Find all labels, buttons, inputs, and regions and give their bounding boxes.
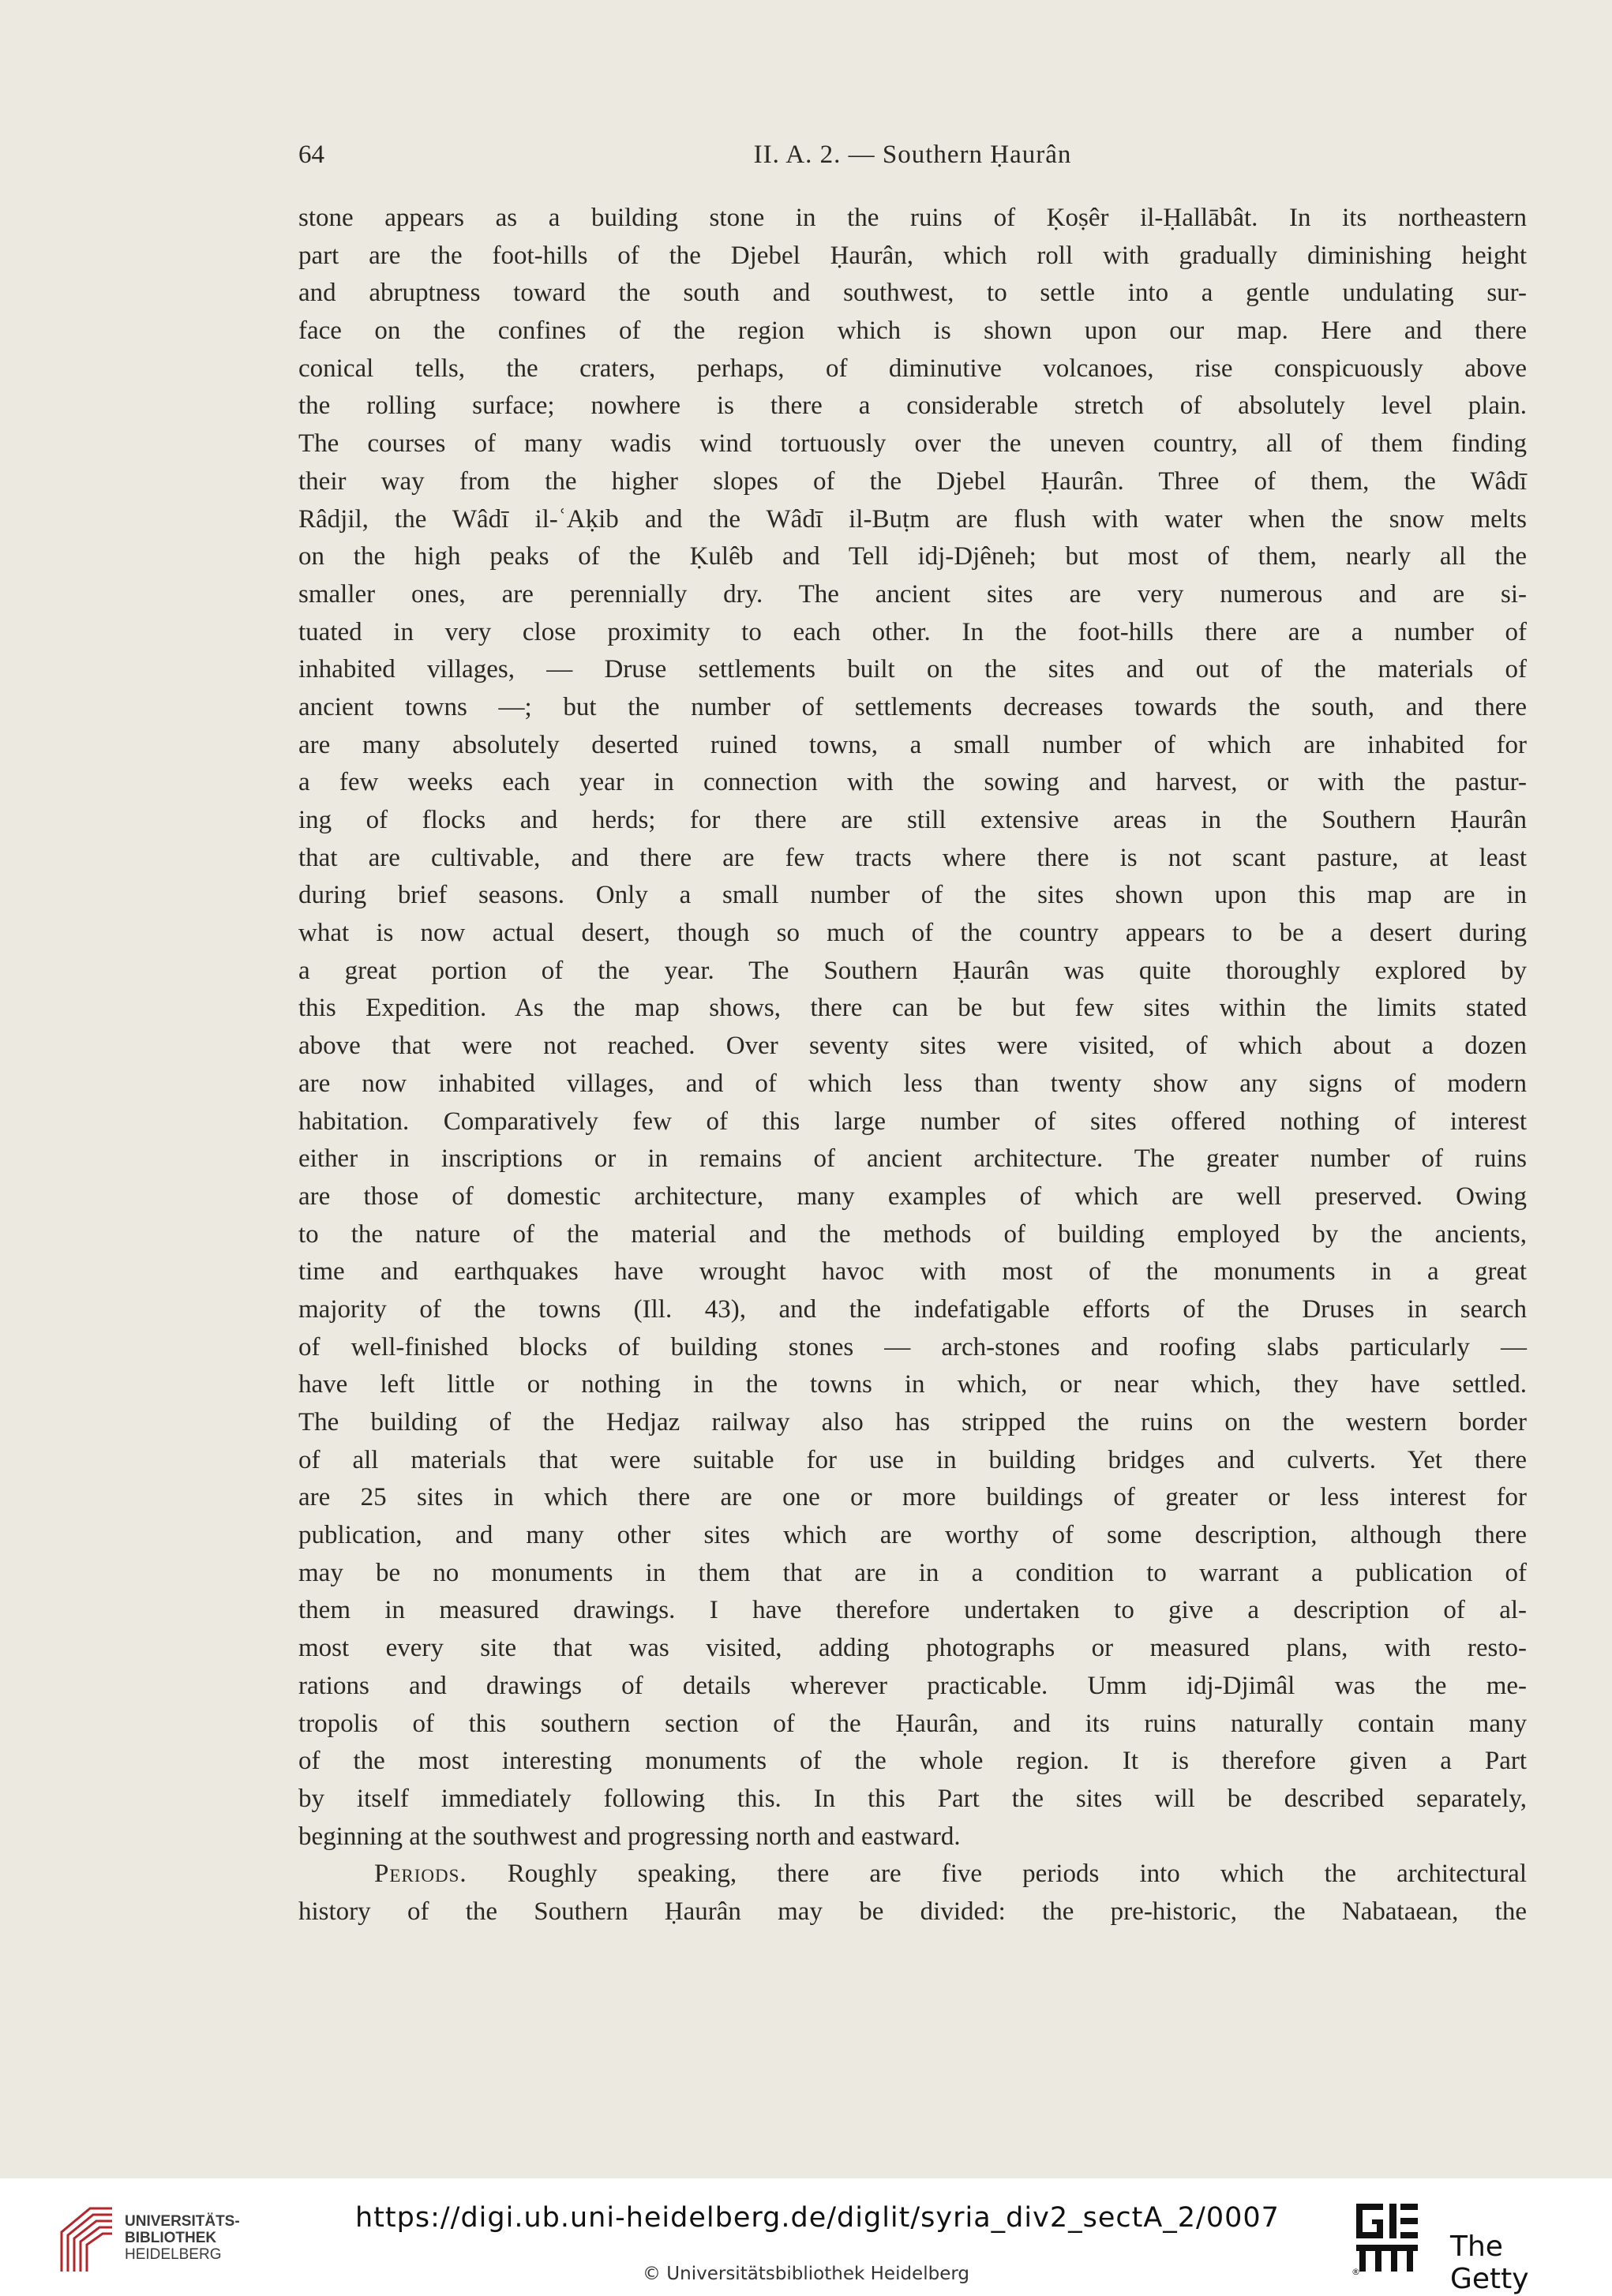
text-line: during brief seasons. Only a small number of the sites shown upon this map are in: [298, 881, 1527, 910]
text-line: their way from the higher slopes of the Djebel Ḥaurân. Three of them, the Wâdī: [298, 466, 1527, 496]
text-line: a few weeks each year in connection with the sowing and harvest, or with the pastur-: [298, 768, 1527, 797]
text-line: most every site that was visited, adding photographs or measured plans, with resto-: [298, 1634, 1527, 1663]
text-line: rations and drawings of details wherever practicable. Umm idj-Djimâl was the me-: [298, 1671, 1527, 1700]
text-line: that are cultivable, and there are few tracts where there is not scant pasture, at least: [298, 843, 1527, 872]
text-line: inhabited villages, — Druse settlements built on the sites and out of the materials of: [298, 655, 1527, 684]
section-heading-periods: Periods.: [374, 1860, 467, 1889]
text-line: majority of the towns (Ill. 43), and the indefatigable efforts of the Druses in search: [298, 1294, 1527, 1324]
library-name-line: HEIDELBERG: [125, 2246, 222, 2263]
text-line: are many absolutely deserted ruined towns, a small number of which are inhabited for: [298, 730, 1527, 759]
text-line: stone appears as a building stone in the ruins of Ḳoṣêr il-Ḥallābât. In its northeastern: [298, 204, 1527, 232]
library-name: [125, 2213, 240, 2263]
footer-bar: [0, 2178, 1612, 2296]
text-line: the rolling surface; nowhere is there a considerable stretch of absolutely level plain.: [298, 391, 1527, 421]
text-line: habitation. Comparatively few of this large number of sites offered nothing of interest: [298, 1107, 1527, 1136]
text-line: The building of the Hedjaz railway also has stripped the ruins on the western border: [298, 1408, 1527, 1436]
text-line-content: Roughly speaking, there are five periods into which the architectural: [507, 1860, 1528, 1889]
text-line: ancient towns —; but the number of settlements decreases towards the south, and there: [298, 692, 1527, 721]
text-line: are 25 sites in which there are one or more buildings of greater or less interest for: [298, 1483, 1527, 1512]
text-line: tuated in very close proximity to each other. In the foot-hills there are a number of: [298, 617, 1527, 646]
getty-label: The Getty: [1450, 2230, 1529, 2295]
text-line: may be no monuments in them that are in a condition to warrant a publication of: [298, 1558, 1527, 1587]
text-line: a great portion of the year. The Southern Ḥaurân was quite thoroughly explored by: [298, 956, 1527, 985]
text-line: either in inscriptions or in remains of ancient architecture. The greater number of ruins: [298, 1144, 1527, 1174]
text-line: Râdjil, the Wâdī il-ʿAḳib and the Wâdī il-Buṭm are flush with water when the snow melts: [298, 504, 1527, 534]
text-line: time and earthquakes have wrought havoc with most of the monuments in a great: [298, 1257, 1527, 1287]
text-line: of the most interesting monuments of the whole region. It is therefore given a Part: [298, 1747, 1527, 1776]
text-line: to the nature of the material and the methods of building employed by the ancients,: [298, 1219, 1527, 1249]
text-line: tropolis of this southern section of the Ḥaurân, and its ruins naturally contain many: [298, 1709, 1527, 1738]
text-line: of all materials that were suitable for use in building bridges and culverts. Yet there: [298, 1445, 1527, 1474]
text-line: ing of flocks and herds; for there are still extensive areas in the Southern Ḥaurân: [298, 806, 1527, 834]
text-line: smaller ones, are perennially dry. The ancient sites are very numerous and are si-: [298, 579, 1527, 609]
getty-emblem-icon: [1351, 2200, 1423, 2275]
library-name-line: UNIVERSITÄTS-: [125, 2213, 240, 2230]
text-line: [298, 1856, 1527, 1893]
text-line: publication, and many other sites which are worthy of some description, although there: [298, 1521, 1527, 1550]
text-line: what is now actual desert, though so much of the country appears to be a desert during: [298, 919, 1527, 948]
text-line: are those of domestic architecture, many examples of which are well preserved. Owing: [298, 1182, 1527, 1211]
text-line: of well-finished blocks of building stones — arch-stones and roofing slabs particularly —: [298, 1332, 1527, 1361]
text-line: part are the foot-hills of the Djebel Ḥaurân, which roll with gradually diminishing height: [298, 241, 1527, 270]
text-line: this Expedition. As the map shows, there can be but few sites within the limits stated: [298, 994, 1527, 1023]
text-line: The courses of many wadis wind tortuously over the uneven country, all of them finding: [298, 429, 1527, 459]
running-header: [298, 140, 1527, 180]
text-line: have left little or nothing in the towns in which, or near which, they have settled.: [298, 1370, 1527, 1399]
permalink-url[interactable]: https://digi.ub.uni-heidelberg.de/diglit/syria_div2_sectA_2/0007: [355, 2202, 1280, 2234]
page-number: 64: [298, 140, 324, 169]
text-line: history of the Southern Ḥaurân may be divided: the pre-historic, the Nabataean, the: [298, 1897, 1527, 1926]
getty-logo[interactable]: [1351, 2200, 1588, 2295]
text-line: beginning at the southwest and progressing north and eastward.: [298, 1822, 961, 1851]
text-line: above that were not reached. Over seventy sites were visited, of which about a dozen: [298, 1032, 1527, 1061]
body-text: [298, 200, 1527, 1931]
text-line: by itself immediately following this. In this Part the sites will be described separately,: [298, 1784, 1527, 1813]
copyright-notice: © Universitätsbibliothek Heidelberg: [642, 2264, 969, 2284]
text-line: are now inhabited villages, and of which less than twenty show any signs of modern: [298, 1069, 1527, 1098]
text-line: face on the confines of the region which is shown upon our map. Here and there: [298, 316, 1527, 346]
library-name-line: BIBLIOTHEK: [125, 2230, 217, 2246]
text-line: conical tells, the craters, perhaps, of diminutive volcanoes, rise conspicuously above: [298, 354, 1527, 383]
running-title: II. A. 2. — Southern Ḥaurân: [753, 140, 1072, 169]
text-line: and abruptness toward the south and southwest, to settle into a gentle undulating sur-: [298, 279, 1527, 308]
text-line: them in measured drawings. I have therefore undertaken to give a description of al-: [298, 1596, 1527, 1625]
registered-mark: ®: [1351, 2267, 1360, 2275]
text-line: on the high peaks of the Ḳulêb and Tell idj-Djêneh; but most of them, nearly all the: [298, 542, 1527, 571]
